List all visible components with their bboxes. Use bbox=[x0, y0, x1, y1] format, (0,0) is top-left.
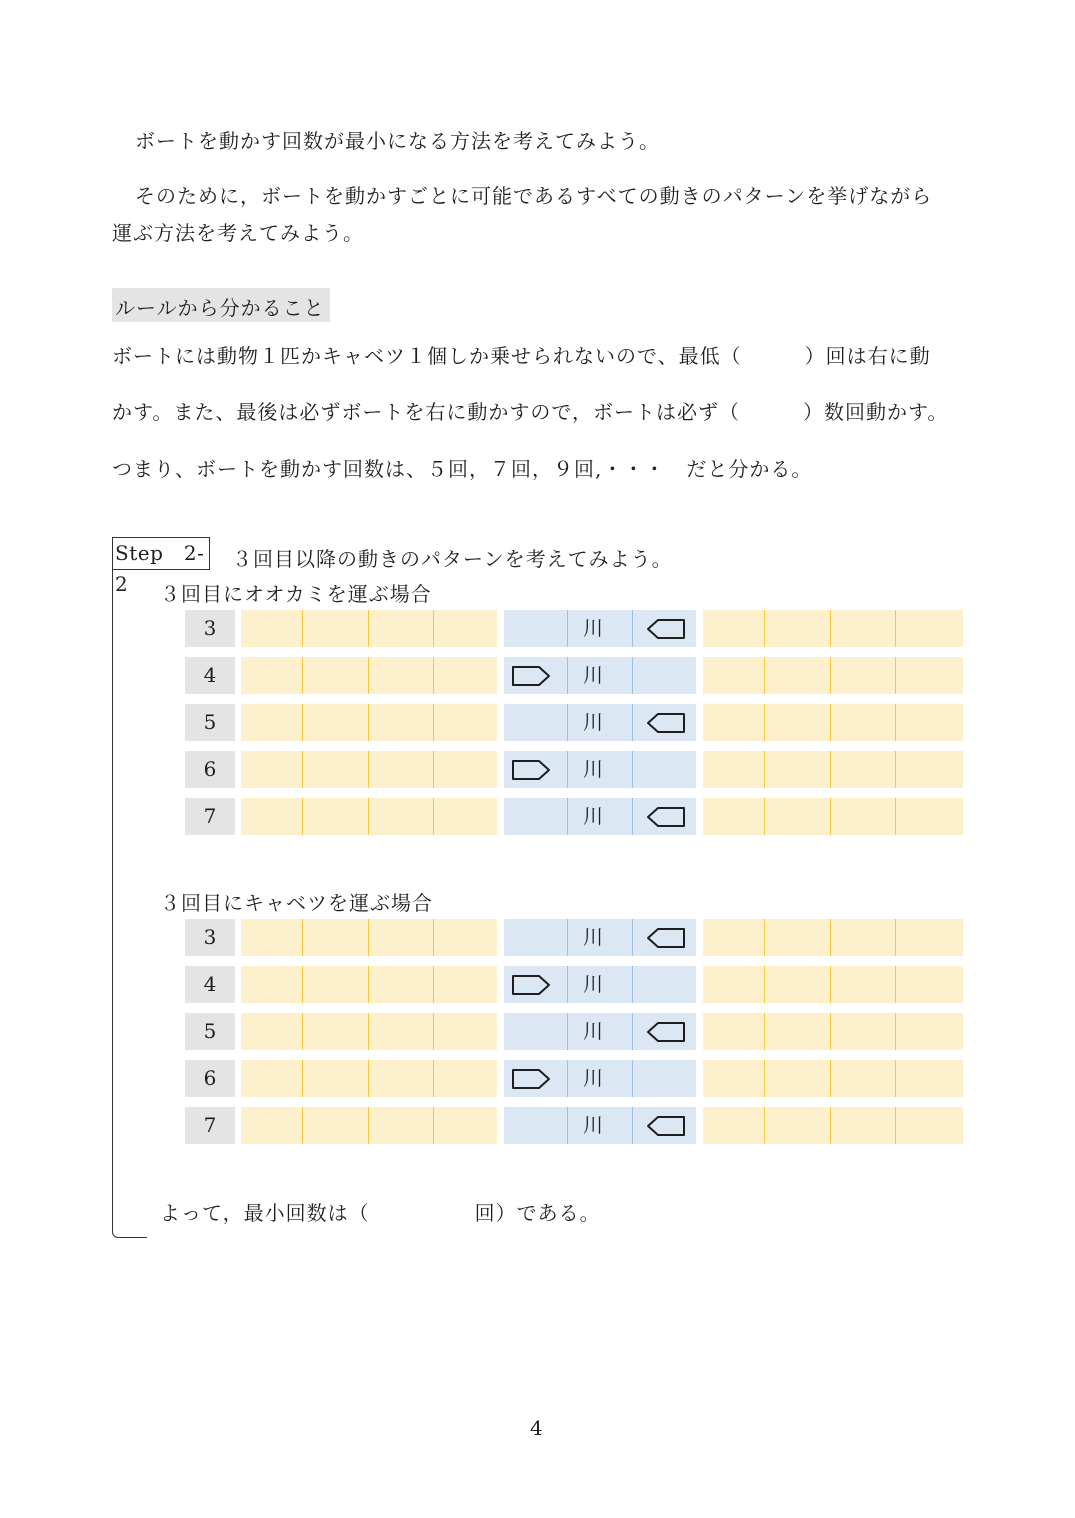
left-bank-cell bbox=[369, 657, 434, 694]
left-bank-cell bbox=[434, 1013, 497, 1050]
river-cell bbox=[504, 1013, 696, 1050]
right-bank-cells bbox=[703, 919, 963, 956]
right-bank-cell bbox=[765, 798, 831, 835]
left-bank-cells bbox=[241, 751, 497, 788]
left-bank-cell bbox=[303, 1107, 369, 1144]
left-bank-cells bbox=[241, 1060, 497, 1097]
left-bank-cell bbox=[241, 657, 303, 694]
intro-line-2: そのために，ボートを動かすごとに可能であるすべての動きのパターンを挙げながら bbox=[135, 184, 933, 208]
river-label: 川 bbox=[583, 925, 603, 949]
river-divider bbox=[632, 704, 633, 741]
right-bank-cells bbox=[703, 610, 963, 647]
right-bank-cell bbox=[765, 1060, 831, 1097]
left-bank-cell bbox=[434, 657, 497, 694]
river-divider bbox=[567, 1060, 568, 1097]
boat-left-icon bbox=[646, 927, 686, 953]
intro-line-1: ボートを動かす回数が最小になる方法を考えてみよう。 bbox=[135, 129, 660, 153]
right-bank-cell bbox=[896, 919, 963, 956]
river-divider bbox=[567, 966, 568, 1003]
page-number: 4 bbox=[530, 1416, 544, 1440]
left-bank-cell bbox=[369, 610, 434, 647]
river-cell bbox=[504, 798, 696, 835]
river-divider bbox=[632, 657, 633, 694]
river-divider bbox=[567, 610, 568, 647]
left-bank-cell bbox=[434, 704, 497, 741]
river-divider bbox=[632, 751, 633, 788]
left-bank-cell bbox=[369, 1060, 434, 1097]
right-bank-cell bbox=[831, 966, 896, 1003]
river-cell bbox=[504, 1060, 696, 1097]
boat-right-icon bbox=[511, 1068, 551, 1094]
right-bank-cell bbox=[703, 966, 765, 1003]
river-divider bbox=[567, 751, 568, 788]
right-bank-cell bbox=[703, 1013, 765, 1050]
rules-line-2: かす。また、最後は必ずボートを右に動かすので，ボートは必ず（ ）数回動かす。 bbox=[112, 400, 949, 424]
left-bank-cell bbox=[434, 798, 497, 835]
river-divider bbox=[567, 919, 568, 956]
left-bank-cell bbox=[369, 1013, 434, 1050]
river-divider bbox=[632, 1013, 633, 1050]
left-bank-cell bbox=[369, 966, 434, 1003]
right-bank-cell bbox=[765, 657, 831, 694]
left-bank-cell bbox=[241, 751, 303, 788]
step-bracket bbox=[112, 537, 147, 1238]
move-number: 3 bbox=[185, 610, 235, 647]
right-bank-cell bbox=[765, 704, 831, 741]
left-bank-cells bbox=[241, 966, 497, 1003]
right-bank-cell bbox=[765, 751, 831, 788]
left-bank-cell bbox=[434, 1107, 497, 1144]
right-bank-cell bbox=[765, 610, 831, 647]
move-number: 6 bbox=[185, 1060, 235, 1097]
left-bank-cell bbox=[434, 919, 497, 956]
rules-heading: ルールから分かること bbox=[115, 296, 325, 320]
left-bank-cell bbox=[434, 610, 497, 647]
intro-line-3: 運ぶ方法を考えてみよう。 bbox=[112, 221, 364, 245]
river-divider bbox=[567, 657, 568, 694]
right-bank-cells bbox=[703, 1060, 963, 1097]
river-label: 川 bbox=[583, 757, 603, 781]
rules-line-3: つまり、ボートを動かす回数は、５回，７回，９回,・・・ だと分かる。 bbox=[112, 457, 813, 481]
left-bank-cell bbox=[369, 798, 434, 835]
left-bank-cell bbox=[303, 966, 369, 1003]
river-cell bbox=[504, 704, 696, 741]
left-bank-cell bbox=[303, 798, 369, 835]
left-bank-cell bbox=[369, 751, 434, 788]
river-divider bbox=[632, 1060, 633, 1097]
boat-right-icon bbox=[511, 974, 551, 1000]
right-bank-cells bbox=[703, 751, 963, 788]
boat-left-icon bbox=[646, 712, 686, 738]
right-bank-cell bbox=[896, 798, 963, 835]
river-divider bbox=[567, 1107, 568, 1144]
right-bank-cell bbox=[896, 1013, 963, 1050]
river-cell bbox=[504, 610, 696, 647]
river-divider bbox=[567, 798, 568, 835]
table-row bbox=[185, 1060, 963, 1097]
river-label: 川 bbox=[583, 1066, 603, 1090]
left-bank-cell bbox=[241, 1060, 303, 1097]
right-bank-cell bbox=[703, 610, 765, 647]
right-bank-cell bbox=[831, 798, 896, 835]
river-label: 川 bbox=[583, 663, 603, 687]
river-divider bbox=[567, 1013, 568, 1050]
rules-line-1: ボートには動物１匹かキャベツ１個しか乗せられないので、最低（ ）回は右に動 bbox=[112, 344, 931, 368]
right-bank-cell bbox=[831, 657, 896, 694]
right-bank-cell bbox=[896, 1060, 963, 1097]
conclusion: よって，最小回数は（ 回）である。 bbox=[160, 1201, 601, 1225]
boat-left-icon bbox=[646, 806, 686, 832]
table-row bbox=[185, 919, 963, 956]
right-bank-cells bbox=[703, 1013, 963, 1050]
left-bank-cell bbox=[303, 1013, 369, 1050]
river-cell bbox=[504, 919, 696, 956]
right-bank-cell bbox=[896, 657, 963, 694]
left-bank-cells bbox=[241, 798, 497, 835]
move-number: 7 bbox=[185, 1107, 235, 1144]
left-bank-cell bbox=[303, 751, 369, 788]
right-bank-cell bbox=[831, 610, 896, 647]
river-label: 川 bbox=[583, 804, 603, 828]
river-divider bbox=[632, 966, 633, 1003]
right-bank-cell bbox=[896, 1107, 963, 1144]
left-bank-cell bbox=[241, 610, 303, 647]
river-label: 川 bbox=[583, 1019, 603, 1043]
left-bank-cell bbox=[434, 966, 497, 1003]
right-bank-cell bbox=[765, 1013, 831, 1050]
river-cell bbox=[504, 1107, 696, 1144]
left-bank-cell bbox=[303, 610, 369, 647]
right-bank-cells bbox=[703, 798, 963, 835]
left-bank-cell bbox=[241, 966, 303, 1003]
move-number: 6 bbox=[185, 751, 235, 788]
right-bank-cell bbox=[896, 704, 963, 741]
left-bank-cell bbox=[303, 704, 369, 741]
right-bank-cell bbox=[896, 751, 963, 788]
right-bank-cell bbox=[831, 919, 896, 956]
river-divider bbox=[567, 704, 568, 741]
right-bank-cells bbox=[703, 704, 963, 741]
right-bank-cell bbox=[703, 1107, 765, 1144]
river-label: 川 bbox=[583, 972, 603, 996]
left-bank-cell bbox=[303, 919, 369, 956]
table-row bbox=[185, 657, 963, 694]
right-bank-cell bbox=[765, 966, 831, 1003]
boat-right-icon bbox=[511, 759, 551, 785]
right-bank-cell bbox=[703, 919, 765, 956]
left-bank-cell bbox=[303, 657, 369, 694]
left-bank-cell bbox=[241, 704, 303, 741]
left-bank-cell bbox=[241, 919, 303, 956]
right-bank-cell bbox=[831, 704, 896, 741]
right-bank-cells bbox=[703, 966, 963, 1003]
step-tag: Step 2-2 bbox=[112, 537, 210, 570]
right-bank-cell bbox=[703, 798, 765, 835]
left-bank-cells bbox=[241, 704, 497, 741]
right-bank-cell bbox=[703, 1060, 765, 1097]
move-number: 3 bbox=[185, 919, 235, 956]
move-number: 7 bbox=[185, 798, 235, 835]
right-bank-cell bbox=[703, 704, 765, 741]
boat-left-icon bbox=[646, 1115, 686, 1141]
left-bank-cell bbox=[434, 751, 497, 788]
right-bank-cell bbox=[703, 657, 765, 694]
table-row bbox=[185, 1013, 963, 1050]
river-label: 川 bbox=[583, 710, 603, 734]
right-bank-cell bbox=[765, 1107, 831, 1144]
river-cell bbox=[504, 657, 696, 694]
step-title: ３回目以降の動きのパターンを考えてみよう。 bbox=[232, 547, 673, 571]
left-bank-cell bbox=[369, 1107, 434, 1144]
boat-right-icon bbox=[511, 665, 551, 691]
right-bank-cell bbox=[831, 751, 896, 788]
table-row bbox=[185, 798, 963, 835]
left-bank-cell bbox=[369, 704, 434, 741]
left-bank-cells bbox=[241, 1013, 497, 1050]
table-row bbox=[185, 704, 963, 741]
left-bank-cell bbox=[241, 1013, 303, 1050]
table-row bbox=[185, 1107, 963, 1144]
left-bank-cell bbox=[434, 1060, 497, 1097]
right-bank-cell bbox=[831, 1107, 896, 1144]
right-bank-cell bbox=[896, 610, 963, 647]
table-row bbox=[185, 966, 963, 1003]
river-divider bbox=[632, 798, 633, 835]
left-bank-cells bbox=[241, 657, 497, 694]
boat-left-icon bbox=[646, 1021, 686, 1047]
river-label: 川 bbox=[583, 1113, 603, 1137]
move-number: 4 bbox=[185, 966, 235, 1003]
river-cell bbox=[504, 966, 696, 1003]
river-divider bbox=[632, 610, 633, 647]
move-number: 5 bbox=[185, 1013, 235, 1050]
right-bank-cell bbox=[831, 1013, 896, 1050]
right-bank-cells bbox=[703, 1107, 963, 1144]
left-bank-cells bbox=[241, 919, 497, 956]
table-row bbox=[185, 751, 963, 788]
river-divider bbox=[632, 919, 633, 956]
right-bank-cell bbox=[703, 751, 765, 788]
right-bank-cell bbox=[896, 966, 963, 1003]
move-number: 5 bbox=[185, 704, 235, 741]
left-bank-cell bbox=[241, 1107, 303, 1144]
table-row bbox=[185, 610, 963, 647]
river-label: 川 bbox=[583, 616, 603, 640]
section2-title: ３回目にキャベツを運ぶ場合 bbox=[160, 891, 433, 915]
right-bank-cell bbox=[831, 1060, 896, 1097]
right-bank-cells bbox=[703, 657, 963, 694]
left-bank-cell bbox=[241, 798, 303, 835]
river-cell bbox=[504, 751, 696, 788]
boat-left-icon bbox=[646, 618, 686, 644]
left-bank-cells bbox=[241, 610, 497, 647]
section1-title: ３回目にオオカミを運ぶ場合 bbox=[160, 582, 432, 606]
right-bank-cell bbox=[765, 919, 831, 956]
move-number: 4 bbox=[185, 657, 235, 694]
left-bank-cell bbox=[369, 919, 434, 956]
river-divider bbox=[632, 1107, 633, 1144]
left-bank-cell bbox=[303, 1060, 369, 1097]
left-bank-cells bbox=[241, 1107, 497, 1144]
